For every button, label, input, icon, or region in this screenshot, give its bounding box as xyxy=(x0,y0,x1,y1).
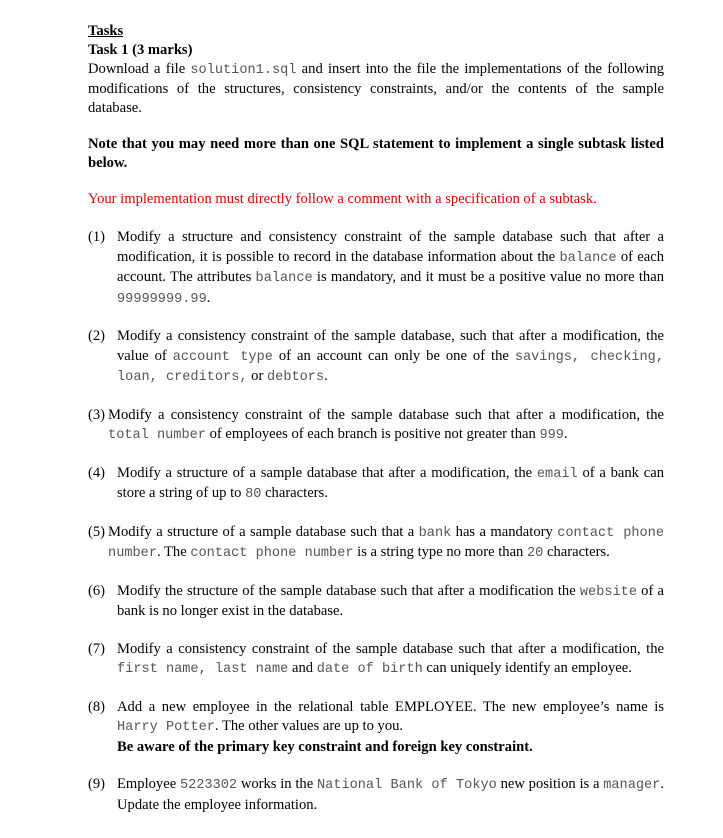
subtask-number: (6) xyxy=(88,582,106,599)
subtask-5 xyxy=(88,523,664,564)
subtask-number: (5) xyxy=(88,523,106,540)
subtask-text: Modify a consistency constraint of the sample database such that after a modification, the first name, last name and date of birth can uniquely identify an employee. xyxy=(117,640,664,677)
subtask-6 xyxy=(88,582,664,622)
subtask-text: Modify a consistency constraint of the sample database, such that after a modification, the value of account type of an account can only be one of the savings, checking, loan, creditors, or debtors. xyxy=(117,328,664,385)
subtask-number: (3) xyxy=(88,406,106,423)
section-title: Tasks xyxy=(88,23,124,39)
document-page xyxy=(88,22,664,833)
subtask-7 xyxy=(88,640,664,680)
subtask-2 xyxy=(88,327,664,388)
warning-text: Your implementation must directly follow a comment with a specification of a subtask. xyxy=(88,191,597,207)
subtask-1 xyxy=(88,228,664,309)
subtask-4 xyxy=(88,464,664,505)
intro-paragraph: Download a file solution1.sql and insert into the file the implementations of the following modifications of the structures, consistency constraints, and/or the contents of the sample database. xyxy=(88,61,664,116)
subtask-warning-bold: Be aware of the primary key constraint and foreign key constraint. xyxy=(117,738,533,755)
subtask-8 xyxy=(88,698,664,758)
subtask-list xyxy=(88,228,664,815)
filename-code: solution1.sql xyxy=(190,63,297,78)
note-paragraph: Note that you may need more than one SQL statement to implement a single subtask listed below. xyxy=(88,136,664,171)
subtask-3 xyxy=(88,406,664,446)
subtask-text: Add a new employee in the relational table EMPLOYEE. The new employee’s name is Harry Potter. The other values are up to you. Be aware of the primary key constraint and foreign key constraint. xyxy=(117,698,664,755)
subtask-number: (9) xyxy=(88,776,106,792)
subtask-text: Modify a structure and consistency constraint of the sample database such that after a modification, it is possible to record in the database information about the balance of each account. The attributes balance is mandatory, and it must be a positive value no more than 99999999.99. xyxy=(117,229,664,307)
subtask-number: (4) xyxy=(88,464,106,481)
subtask-text: Modify a consistency constraint of the sample database such that after a modification, the total number of employees of each branch is positive not greater than 999. xyxy=(108,406,664,443)
subtask-9 xyxy=(88,775,664,815)
task-heading: Task 1 (3 marks) xyxy=(88,42,193,58)
subtask-text: Modify a structure of a sample database that after a modification, the email of a bank can store a string of up to 80 characters. xyxy=(117,464,664,502)
subtask-number: (8) xyxy=(88,698,106,715)
subtask-number: (2) xyxy=(88,328,106,344)
subtask-number: (1) xyxy=(88,229,106,245)
subtask-text: Employee 5223302 works in the National Bank of Tokyo new position is a manager. Update the employee information. xyxy=(117,776,664,813)
subtask-text: Modify the structure of the sample database such that after a modification the website of a bank is no longer exist in the database. xyxy=(117,582,664,619)
subtask-number: (7) xyxy=(88,640,106,657)
subtask-text: Modify a structure of a sample database such that a bank has a mandatory contact phone number. The contact phone number is a string type no more than 20 characters. xyxy=(108,523,664,561)
